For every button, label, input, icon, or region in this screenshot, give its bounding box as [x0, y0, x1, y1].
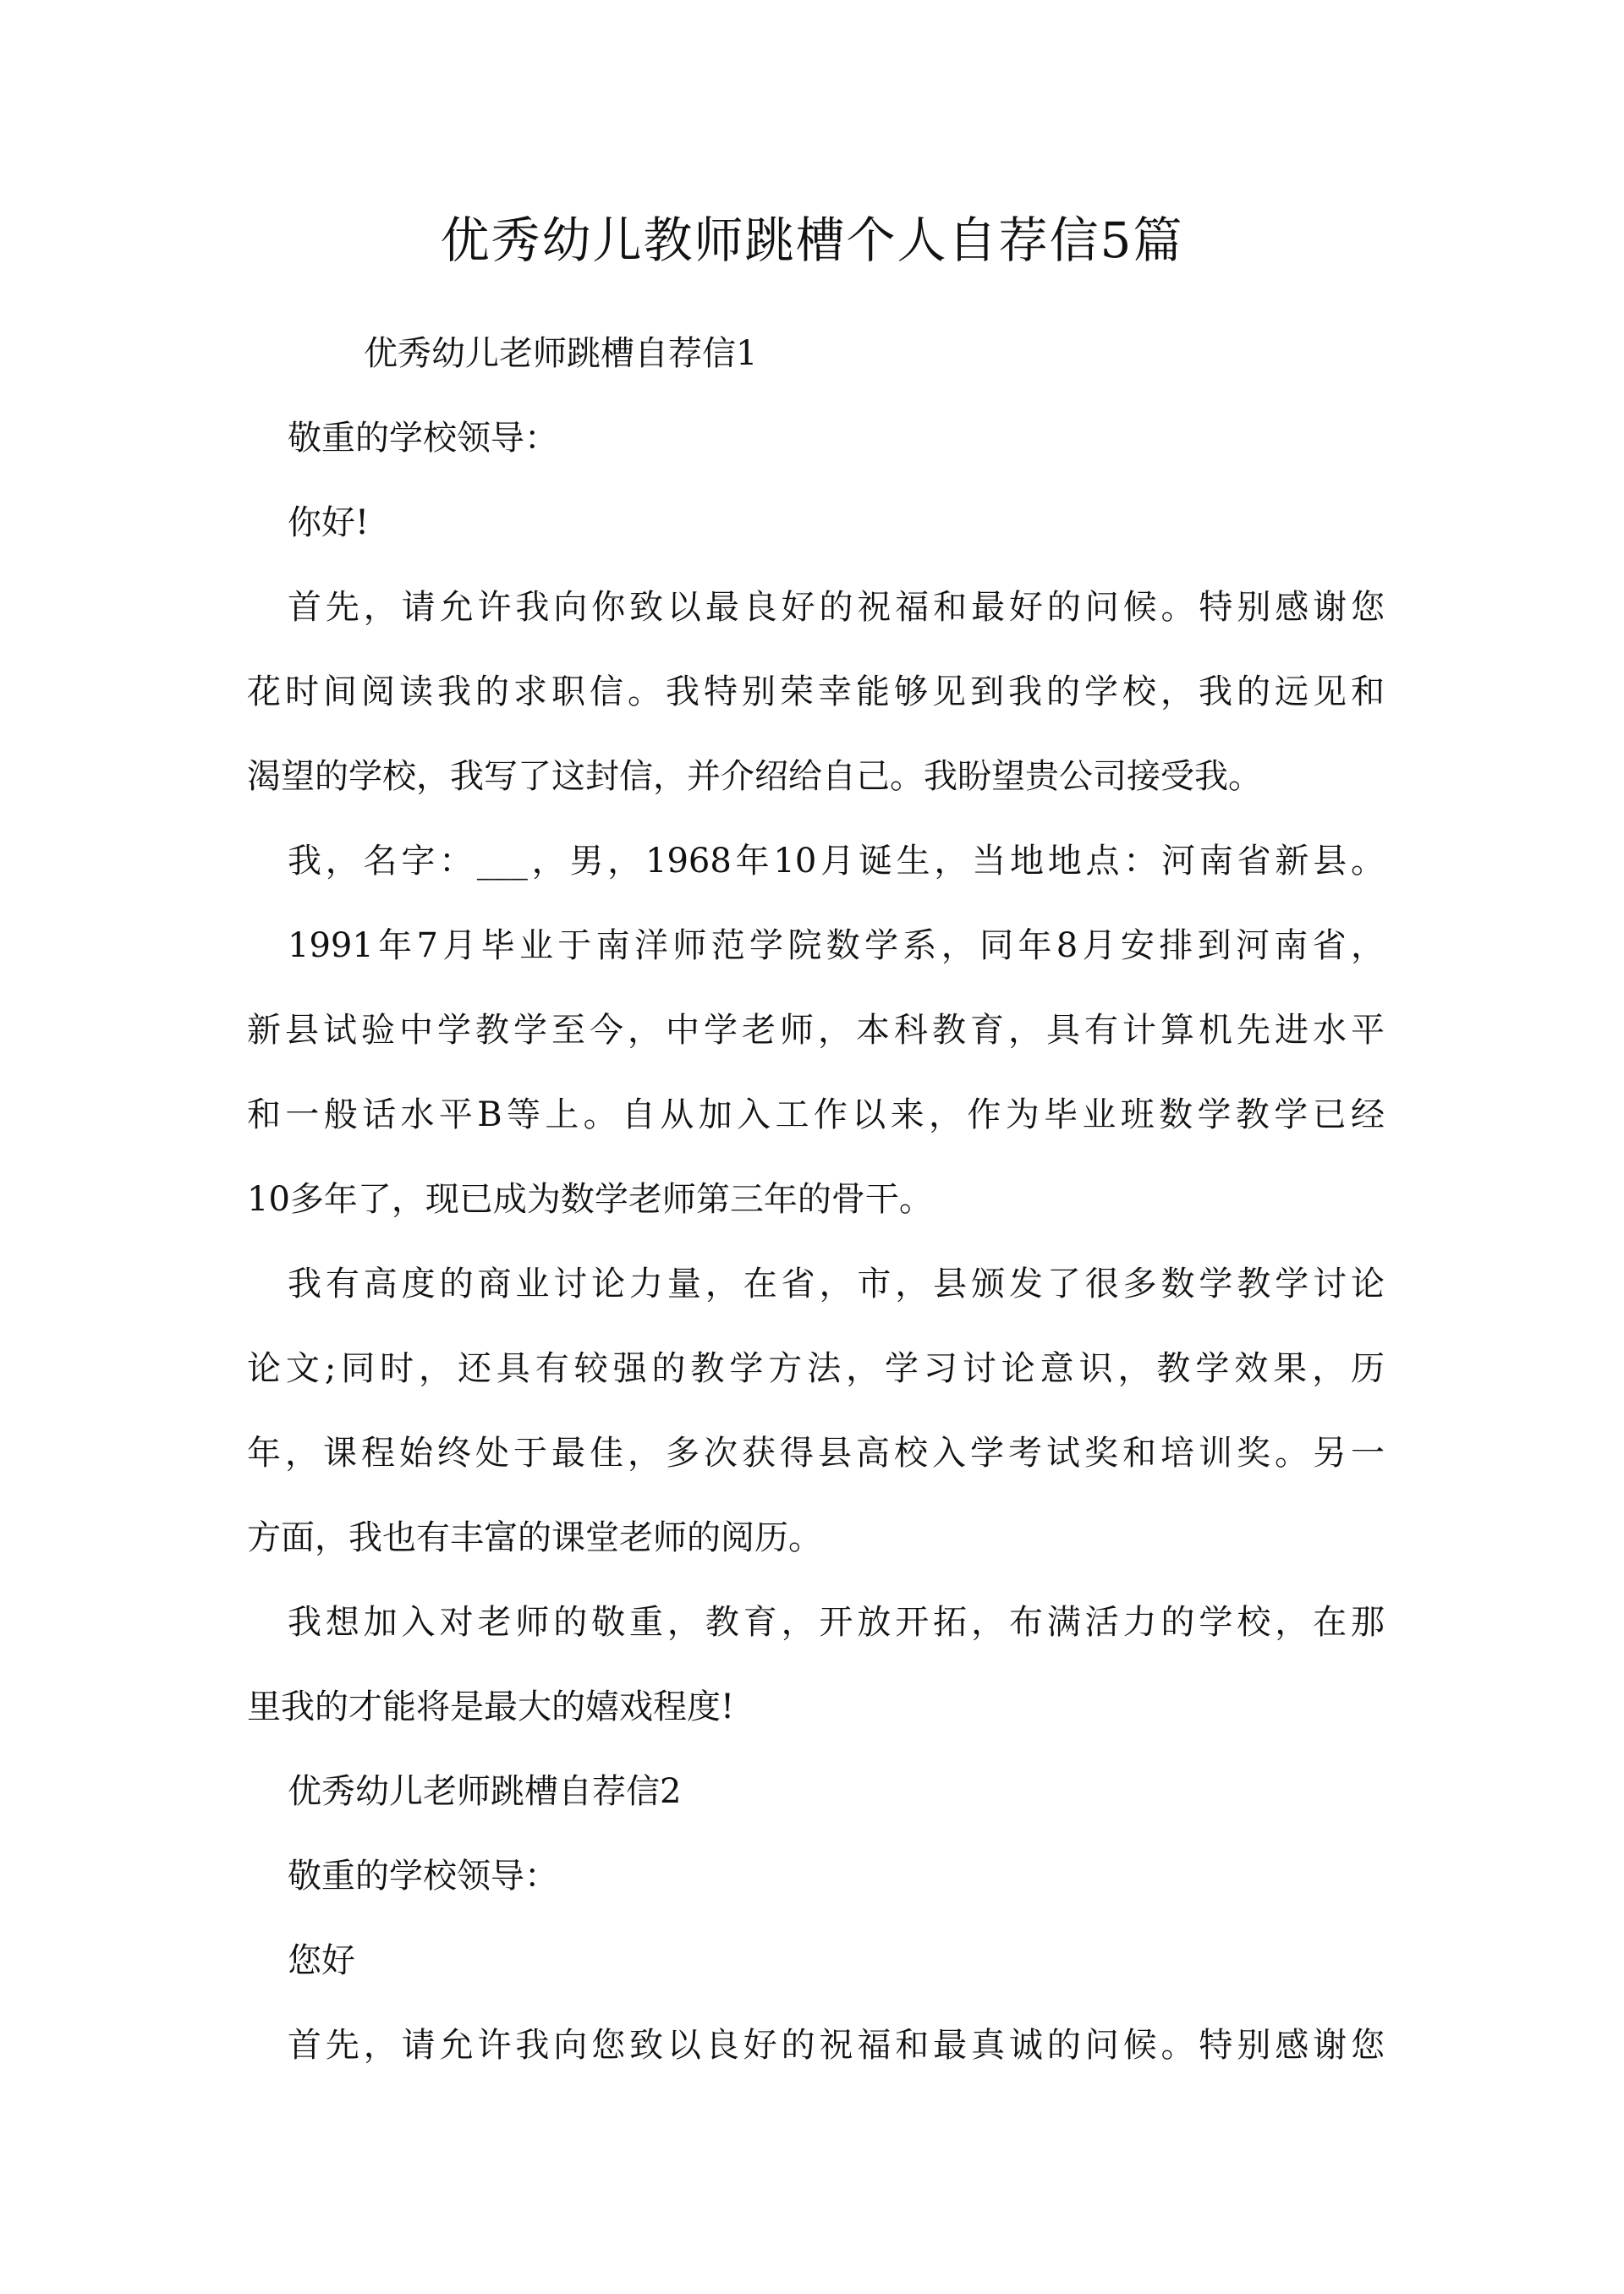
- salutation: 敬重的学校领导：: [288, 419, 558, 458]
- paragraph-line: 我想加入对老师的敬重，教育，开放开拓，布满活力的学校，在那: [288, 1603, 1385, 1642]
- paragraph-line: 花时间阅读我的求职信。我特别荣幸能够见到我的学校，我的远见和: [247, 672, 1385, 711]
- paragraph-line: 年，课程始终处于最佳，多次获得县高校入学考试奖和培训奖。另一: [247, 1434, 1385, 1473]
- paragraph-line: 里我的才能将是最大的嬉戏程度!: [247, 1688, 735, 1726]
- paragraph-line: 1991年7月毕业于南洋师范学院数学系，同年8月安排到河南省，: [288, 926, 1385, 965]
- paragraph-line: 和一般话水平B等上。自从加入工作以来，作为毕业班数学教学已经: [247, 1095, 1385, 1134]
- section-heading-1: 优秀幼儿老师跳槽自荐信1: [364, 334, 758, 373]
- salutation: 敬重的学校领导：: [288, 1857, 558, 1896]
- paragraph-line: 首先，请允许我向你致以最良好的祝福和最好的问候。特别感谢您: [288, 588, 1385, 627]
- greeting: 你好!: [288, 503, 370, 542]
- paragraph-line: 10多年了，现已成为数学老师第三年的骨干。: [247, 1180, 933, 1219]
- greeting: 您好: [288, 1941, 355, 1980]
- paragraph-line: 我有高度的商业讨论力量，在省，市，县颁发了很多数学教学讨论: [288, 1265, 1385, 1303]
- paragraph-line: 论文;同时，还具有较强的教学方法，学习讨论意识，教学效果，历: [247, 1349, 1385, 1388]
- paragraph-line: 我，名字：___，男，1968年10月诞生，当地地点：河南省新县。: [288, 842, 1385, 881]
- paragraph-line: 首先，请允许我向您致以良好的祝福和最真诚的问候。特别感谢您: [288, 2026, 1385, 2065]
- document-title: 优秀幼儿教师跳槽个人自荐信5篇: [440, 211, 1184, 269]
- paragraph-line: 新县试验中学教学至今，中学老师，本科教育，具有计算机先进水平: [247, 1011, 1385, 1050]
- section-heading-2: 优秀幼儿老师跳槽自荐信2: [288, 1772, 682, 1811]
- paragraph-line: 方面，我也有丰富的课堂老师的阅历。: [247, 1518, 822, 1557]
- paragraph-line: 渴望的学校，我写了这封信，并介绍给自己。我盼望贵公司接受我。: [247, 757, 1262, 796]
